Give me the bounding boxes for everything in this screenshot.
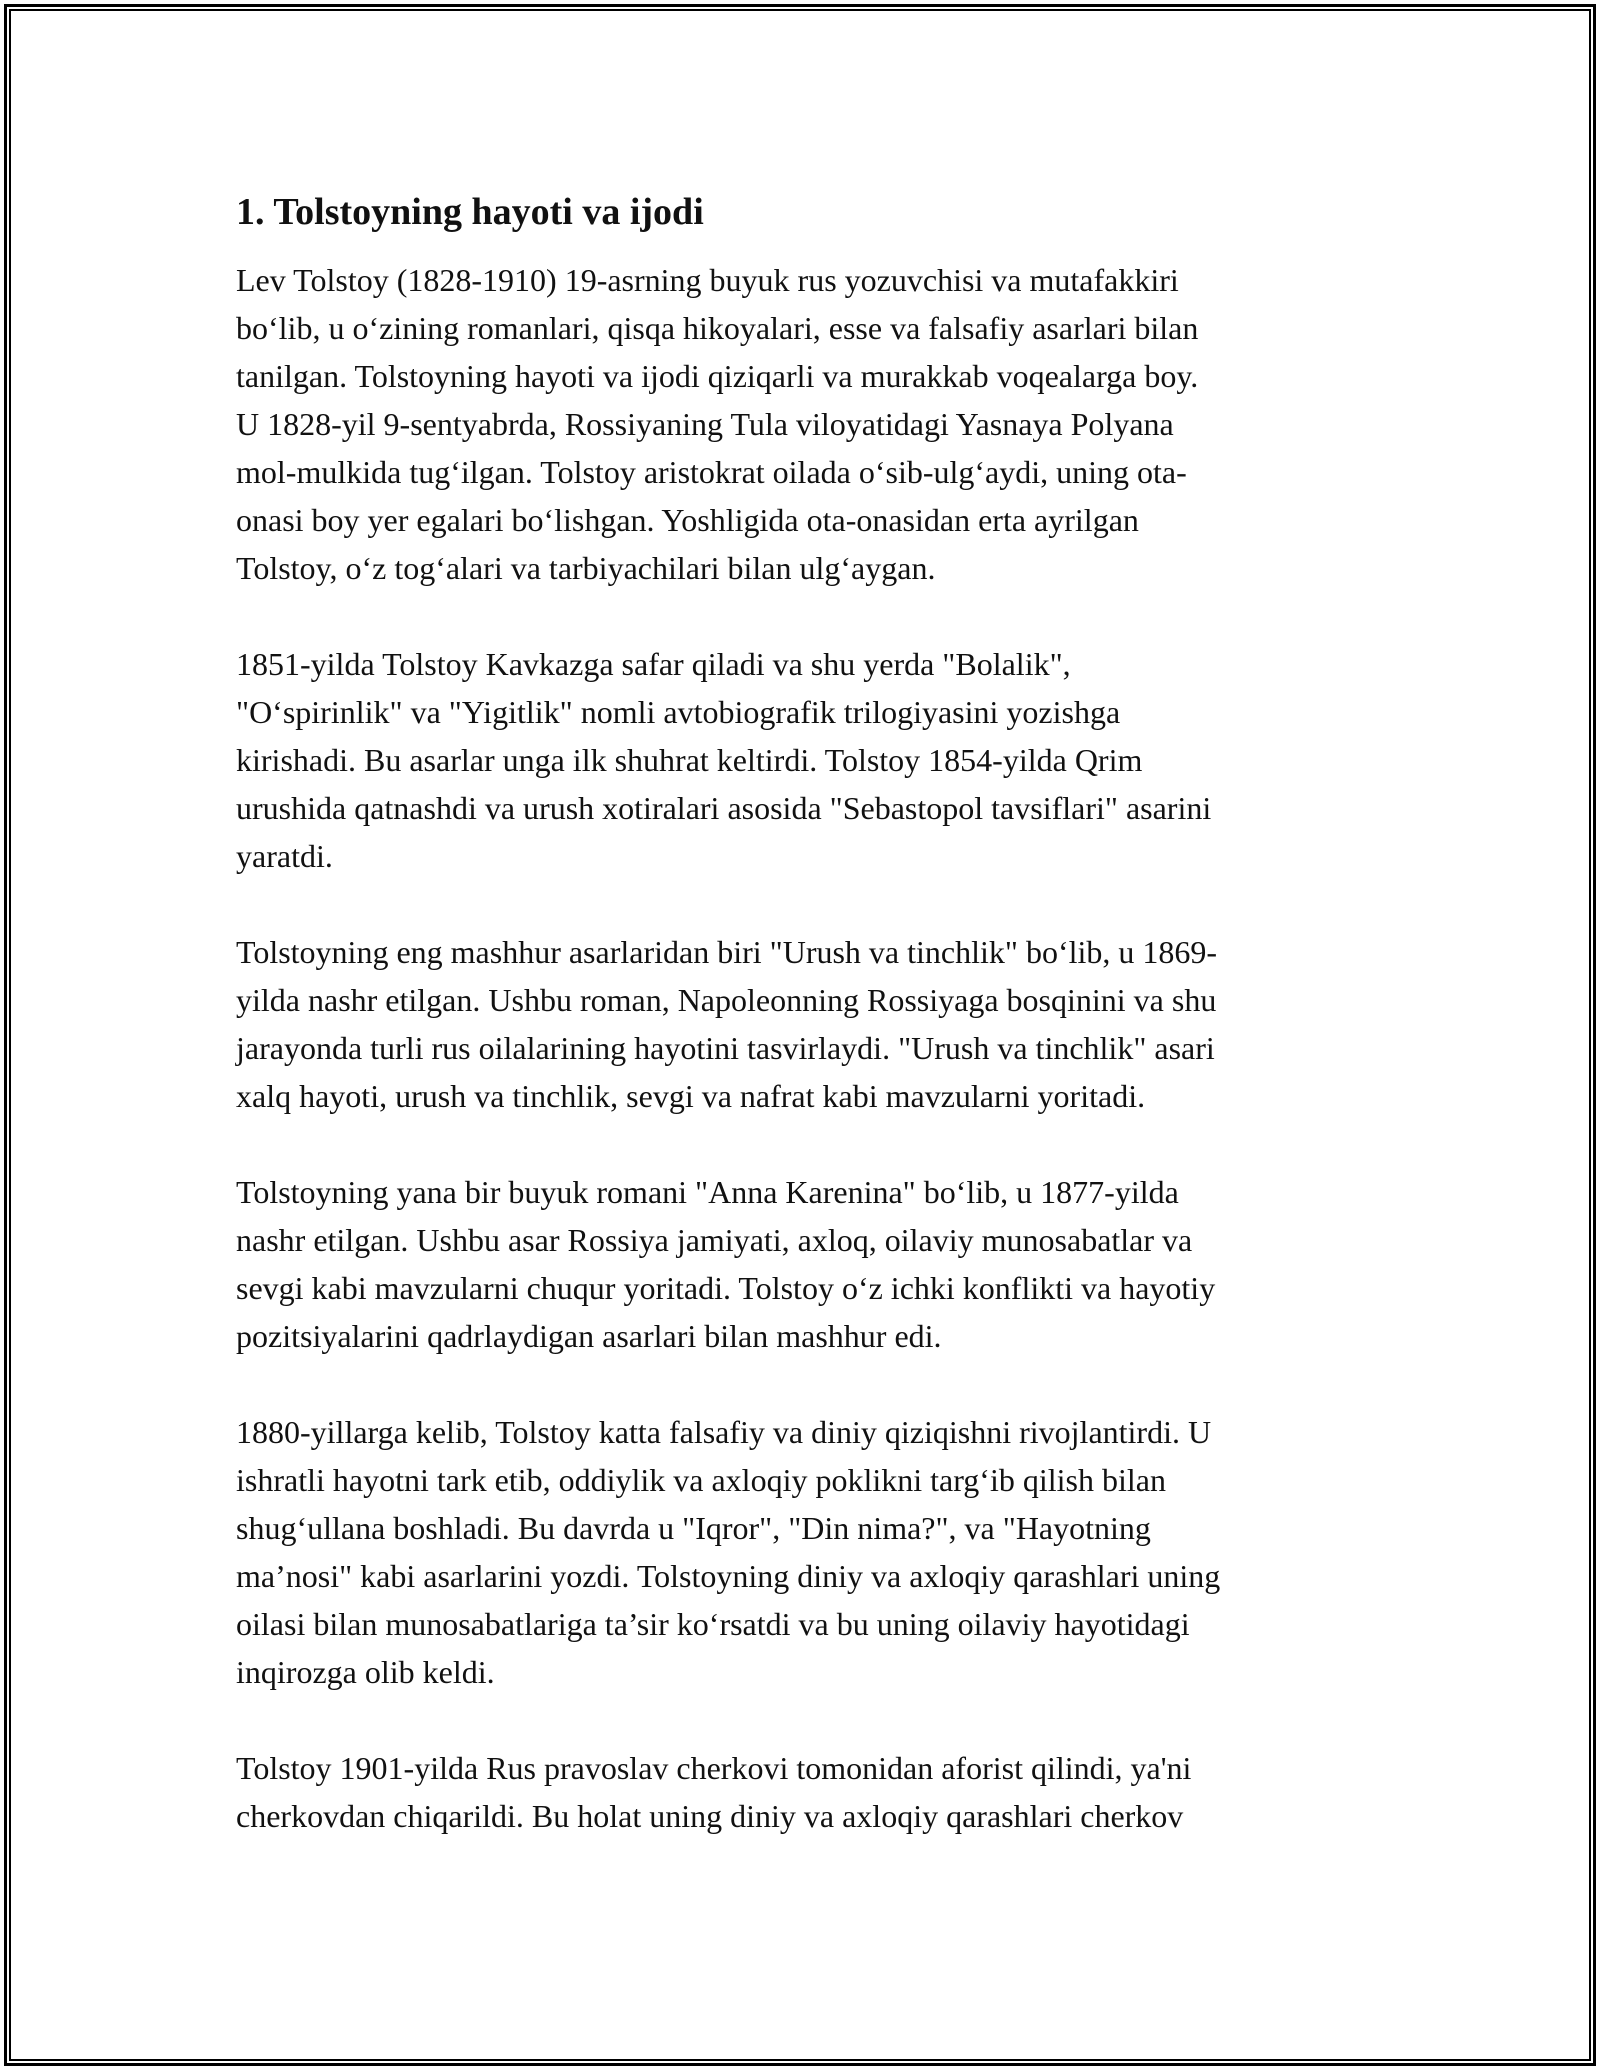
text-line: oilasi bilan munosabatlariga ta’sir ko‘rsatdi va bu uning oilaviy hayotidagi xyxy=(236,1606,1190,1642)
text-line: 1880-yillarga kelib, Tolstoy katta falsafiy va diniy qiziqishni rivojlantirdi. U xyxy=(236,1414,1212,1450)
text-line: 1851-yilda Tolstoy Kavkazga safar qiladi va shu yerda "Bolalik", xyxy=(236,646,1071,682)
text-line: inqirozga olib keldi. xyxy=(236,1654,495,1690)
text-line: xalq hayoti, urush va tinchlik, sevgi va nafrat kabi mavzularni yoritadi. xyxy=(236,1078,1146,1114)
text-line: kirishadi. Bu asarlar unga ilk shuhrat keltirdi. Tolstoy 1854-yilda Qrim xyxy=(236,742,1143,778)
text-line: "O‘spirinlik" va "Yigitlik" nomli avtobiografik trilogiyasini yozishga xyxy=(236,694,1121,730)
text-line: cherkovdan chiqarildi. Bu holat uning diniy va axloqiy qarashlari cherkov xyxy=(236,1798,1184,1834)
text-line: sevgi kabi mavzularni chuqur yoritadi. Tolstoy o‘z ichki konflikti va hayotiy xyxy=(236,1270,1216,1306)
text-line: mol-mulkida tug‘ilgan. Tolstoy aristokrat oilada o‘sib-ulg‘aydi, uning ota- xyxy=(236,454,1187,490)
text-line: tanilgan. Tolstoyning hayoti va ijodi qiziqarli va murakkab voqealarga boy. xyxy=(236,358,1199,394)
text-line: nashr etilgan. Ushbu asar Rossiya jamiyati, axloq, oilaviy munosabatlar va xyxy=(236,1222,1193,1258)
text-line: Lev Tolstoy (1828-1910) 19-asrning buyuk rus yozuvchisi va mutafakkiri xyxy=(236,262,1179,298)
text-line: bo‘lib, u o‘zining romanlari, qisqa hikoyalari, esse va falsafiy asarlari bilan xyxy=(236,310,1199,346)
text-line: U 1828-yil 9-sentyabrda, Rossiyaning Tula viloyatidagi Yasnaya Polyana xyxy=(236,406,1174,442)
paragraph-6 xyxy=(236,1744,1384,1840)
section-heading: 1. Tolstoyning hayoti va ijodi xyxy=(236,191,704,233)
text-line: yilda nashr etilgan. Ushbu roman, Napoleonning Rossiyaga bosqinini va shu xyxy=(236,982,1217,1018)
text-line: ishratli hayotni tark etib, oddiylik va axloqiy poklikni targ‘ib qilish bilan xyxy=(236,1462,1166,1498)
text-line: yaratdi. xyxy=(236,838,333,874)
text-line: shug‘ullana boshladi. Bu davrda u "Iqror", "Din nima?", va "Hayotning xyxy=(236,1510,1151,1546)
text-line: ma’nosi" kabi asarlarini yozdi. Tolstoyning diniy va axloqiy qarashlari uning xyxy=(236,1558,1221,1594)
text-line: Tolstoyning eng mashhur asarlaridan biri "Urush va tinchlik" bo‘lib, u 1869- xyxy=(236,934,1218,970)
text-line: jarayonda turli rus oilalarining hayotini tasvirlaydi. "Urush va tinchlik" asari xyxy=(236,1030,1215,1066)
paragraph-4 xyxy=(236,1168,1384,1360)
text-line: pozitsiyalarini qadrlaydigan asarlari bilan mashhur edi. xyxy=(236,1318,942,1354)
text-line: onasi boy yer egalari bo‘lishgan. Yoshligida ota-onasidan erta ayrilgan xyxy=(236,502,1139,538)
document-body xyxy=(236,188,1384,1888)
paragraph-1 xyxy=(236,256,1384,592)
paragraph-2 xyxy=(236,640,1384,880)
paragraph-5 xyxy=(236,1408,1384,1696)
text-line: Tolstoyning yana bir buyuk romani "Anna Karenina" bo‘lib, u 1877-yilda xyxy=(236,1174,1179,1210)
text-line: Tolstoy 1901-yilda Rus pravoslav cherkovi tomonidan aforist qilindi, ya'ni xyxy=(236,1750,1192,1786)
paragraph-3 xyxy=(236,928,1384,1120)
text-line: urushida qatnashdi va urush xotiralari asosida "Sebastopol tavsiflari" asarini xyxy=(236,790,1212,826)
text-line: Tolstoy, o‘z tog‘alari va tarbiyachilari bilan ulg‘aygan. xyxy=(236,550,936,586)
